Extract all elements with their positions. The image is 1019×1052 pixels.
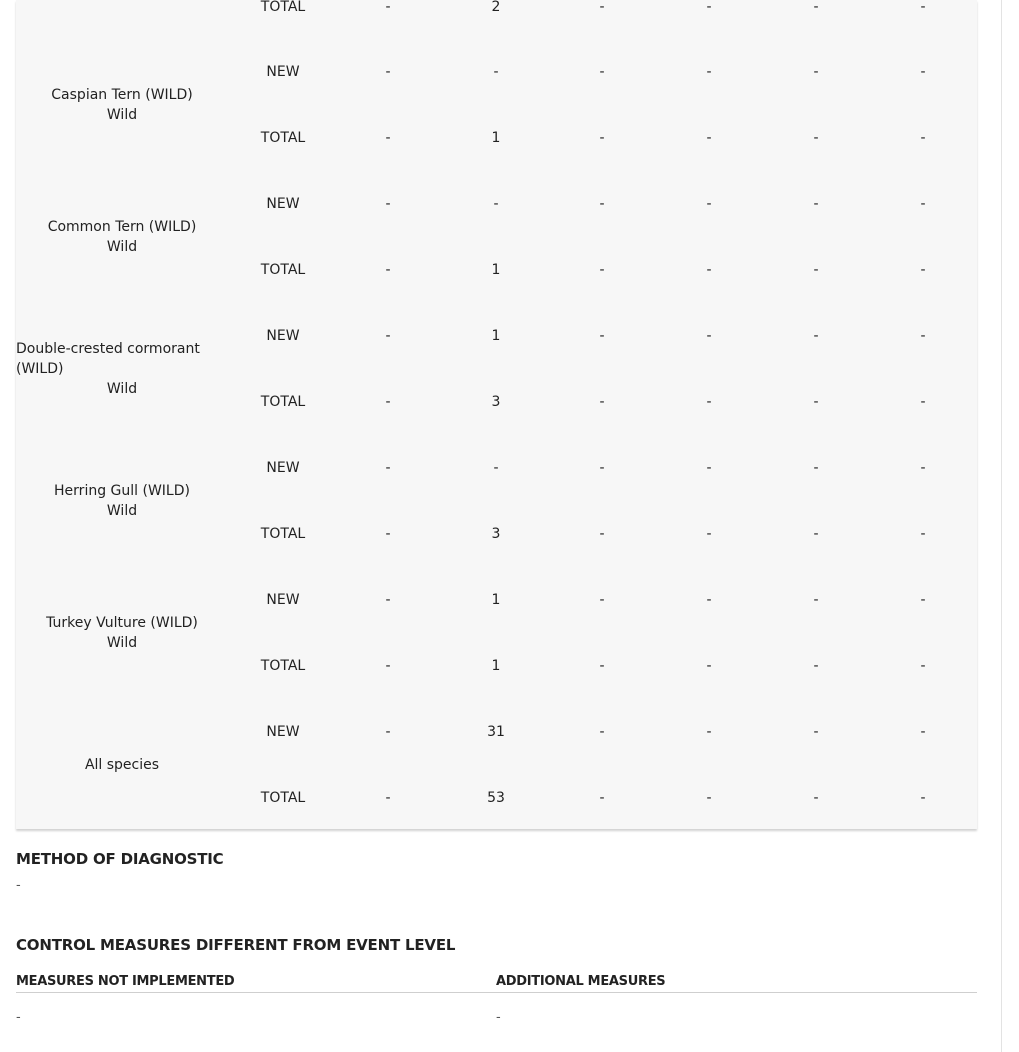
count-cell: - [706,724,712,740]
count-cell: - [493,460,499,476]
count-cell: - [813,790,819,806]
count-cell: - [920,658,926,674]
count-cell: - [920,394,926,410]
count-cell: - [385,658,391,674]
count-cell: - [706,130,712,146]
row-type-label: NEW [266,724,300,740]
count-cell: - [813,592,819,608]
count-cell: - [920,130,926,146]
count-cell: - [599,592,605,608]
count-cell: 1 [491,130,501,146]
count-cell: - [920,328,926,344]
count-cell: - [813,724,819,740]
species-name: Turkey Vulture (WILD) [46,615,198,631]
count-cell: - [599,130,605,146]
count-cell: - [706,328,712,344]
count-cell: 1 [491,328,501,344]
count-cell: - [385,460,391,476]
count-cell: - [920,724,926,740]
row-type-label: TOTAL [260,0,306,15]
species-name: Double-crested cormorant (WILD) [16,341,200,377]
count-cell: - [385,592,391,608]
count-cell: - [599,328,605,344]
count-cell: - [385,526,391,542]
measures-not-implemented-header: MEASURES NOT IMPLEMENTED [16,974,235,989]
count-cell: - [385,394,391,410]
count-cell: - [706,658,712,674]
row-type-label: TOTAL [260,790,306,806]
species-label [16,85,228,125]
row-type-label: TOTAL [260,394,306,410]
count-cell: 3 [491,394,501,410]
count-cell: - [706,592,712,608]
count-cell: - [706,460,712,476]
count-cell: - [813,0,819,15]
row-type-label: NEW [266,592,300,608]
species-origin: Wild [106,635,138,651]
count-cell: 1 [491,592,501,608]
count-cell: - [706,526,712,542]
count-cell: - [385,64,391,80]
count-cell: - [599,460,605,476]
species-origin: Wild [106,107,138,123]
row-type-label: TOTAL [260,262,306,278]
count-cell: - [920,262,926,278]
count-cell: - [493,196,499,212]
count-cell: - [920,460,926,476]
count-cell: 3 [491,526,501,542]
count-cell: - [813,196,819,212]
count-cell: - [599,658,605,674]
count-cell: - [813,64,819,80]
count-cell: 2 [491,0,501,15]
additional-measures-header: ADDITIONAL MEASURES [496,974,666,989]
count-cell: - [599,64,605,80]
count-cell: - [599,724,605,740]
count-cell: - [493,64,499,80]
count-cell: - [706,262,712,278]
row-type-label: TOTAL [260,526,306,542]
species-origin: Wild [106,503,138,519]
count-cell: - [813,658,819,674]
row-type-label: TOTAL [260,658,306,674]
count-cell: - [385,196,391,212]
count-cell: - [813,526,819,542]
species-label [16,481,228,521]
species-name: Herring Gull (WILD) [54,483,190,499]
count-cell: - [385,0,391,15]
control-measures-title: CONTROL MEASURES DIFFERENT FROM EVENT LEVEL [16,936,456,954]
count-cell: - [813,394,819,410]
species-label [16,339,228,399]
count-cell: - [813,130,819,146]
count-cell: - [813,460,819,476]
method-of-diagnostic-value: - [16,878,21,893]
count-cell: 31 [487,724,505,740]
species-label [16,613,228,653]
count-cell: - [385,262,391,278]
count-cell: - [385,790,391,806]
row-type-label: NEW [266,196,300,212]
count-cell: 53 [487,790,505,806]
count-cell: - [385,130,391,146]
count-cell: - [599,790,605,806]
count-cell: - [920,526,926,542]
additional-measures-value: - [496,1010,501,1025]
count-cell: - [706,64,712,80]
count-cell: - [599,262,605,278]
species-label [16,217,228,257]
species-name: Common Tern (WILD) [47,219,197,235]
count-cell: - [920,0,926,15]
count-cell: - [385,724,391,740]
count-cell: - [599,0,605,15]
species-origin: Wild [106,381,138,397]
row-type-label: TOTAL [260,130,306,146]
measures-header-divider [16,992,977,993]
count-cell: - [920,196,926,212]
count-cell: - [920,592,926,608]
count-cell: 1 [491,262,501,278]
count-cell: - [920,790,926,806]
count-cell: - [385,328,391,344]
measures-not-implemented-value: - [16,1010,21,1025]
count-cell: - [599,196,605,212]
count-cell: - [706,394,712,410]
count-cell: 1 [491,658,501,674]
count-cell: - [813,262,819,278]
page-right-border [1001,0,1002,1052]
species-label [16,755,228,775]
species-counts-table [16,0,977,829]
species-name: All species [84,757,160,773]
species-name: Caspian Tern (WILD) [51,87,193,103]
row-type-label: NEW [266,460,300,476]
count-cell: - [599,394,605,410]
count-cell: - [706,196,712,212]
method-of-diagnostic-title: METHOD OF DIAGNOSTIC [16,850,224,868]
count-cell: - [706,0,712,15]
row-type-label: NEW [266,328,300,344]
count-cell: - [599,526,605,542]
row-type-label: NEW [266,64,300,80]
count-cell: - [706,790,712,806]
count-cell: - [920,64,926,80]
species-origin: Wild [106,239,138,255]
count-cell: - [813,328,819,344]
